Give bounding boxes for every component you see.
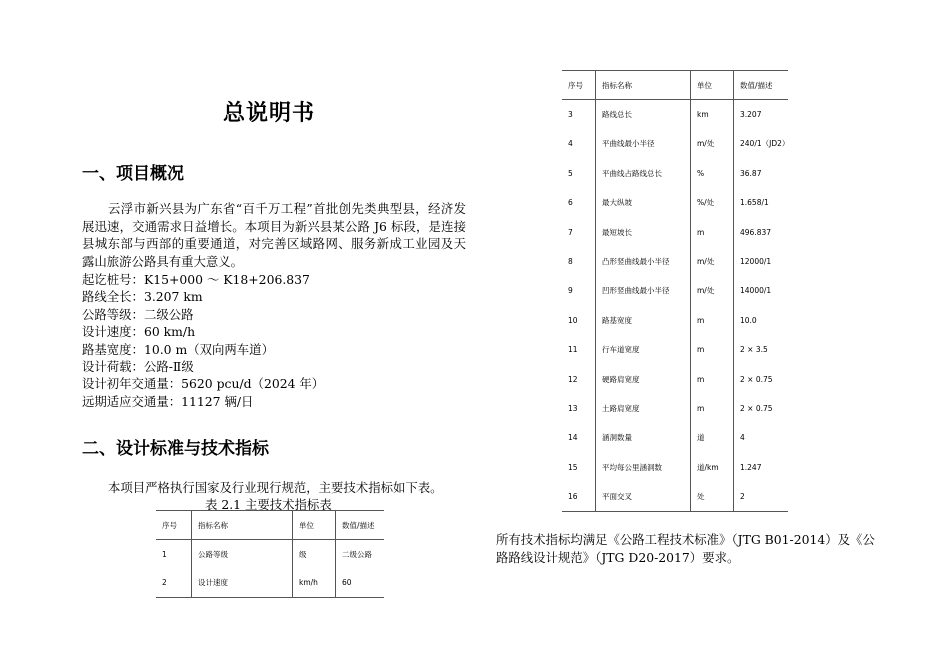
cell-value: 12000/1 (740, 257, 772, 267)
table-row (562, 364, 788, 393)
cell-indicator: 最大纵坡 (596, 188, 691, 217)
cell-indicator: 设计速度 (192, 569, 293, 598)
table-row (156, 540, 384, 569)
table-row (156, 569, 384, 598)
cell-index: 16 (562, 482, 596, 511)
cell-indicator: 行车道宽度 (596, 335, 691, 364)
cell-index: 15 (562, 453, 596, 482)
cell-index: 2 (156, 569, 192, 598)
cell-value: 2 × 0.75 (740, 403, 773, 413)
header-index: 序号 (562, 71, 596, 100)
cell-value: 3.207 (740, 110, 762, 120)
header-index: 序号 (156, 511, 192, 540)
cell-unit: 处 (691, 482, 734, 511)
cell-value: 2 (740, 491, 745, 501)
header-value: 数值/描述 (734, 71, 789, 100)
standards-paragraph: 本项目严格执行国家及行业现行规范，主要技术指标如下表。 (108, 480, 443, 495)
cell-unit: m/处 (691, 276, 734, 305)
table-row (562, 482, 788, 511)
fact-stations: 起讫桩号：K15+000 ～ K18+206.837 (82, 272, 310, 287)
cell-index: 7 (562, 217, 596, 246)
section-heading-standards: 二、设计标准与技术指标 (82, 439, 269, 459)
table-caption: 表 2.1 主要技术指标表 (205, 497, 332, 512)
cell-index: 10 (562, 306, 596, 335)
cell-indicator: 硬路肩宽度 (596, 364, 691, 393)
fact-subgrade-width: 路基宽度：10.0 m（双向两车道） (82, 341, 274, 357)
cell-value: 60 (342, 578, 352, 588)
cell-indicator: 平均每公里涵洞数 (596, 453, 691, 482)
fact-road-grade: 公路等级：二级公路 (82, 306, 194, 322)
cell-value: 4 (740, 433, 745, 443)
project-facts-list (82, 271, 324, 410)
cell-indicator: 平曲线占路线总长 (596, 159, 691, 188)
cell-indicator: 平曲线最小半径 (596, 129, 691, 158)
cell-value: 1.247 (740, 462, 762, 472)
fact-design-load: 设计荷载：公路-Ⅱ级 (82, 359, 194, 375)
header-unit: 单位 (293, 511, 336, 540)
table-row (562, 394, 788, 423)
section-heading-overview: 一、项目概况 (82, 164, 184, 184)
compliance-note: 所有技术指标均满足《公路工程技术标准》（JTG B01-2014）及《公路路线设计规范》（JTG D20-2017）要求。 (496, 532, 875, 565)
cell-value: 240/1（JD2） (740, 139, 790, 149)
cell-indicator: 土路肩宽度 (596, 394, 691, 423)
table-row (562, 247, 788, 276)
cell-index: 6 (562, 188, 596, 217)
cell-indicator: 最短坡长 (596, 217, 691, 246)
cell-unit: m/处 (691, 247, 734, 276)
cell-unit: %/处 (691, 188, 734, 217)
cell-unit: 级 (293, 540, 336, 569)
cell-value: 二级公路 (342, 549, 372, 559)
fact-route-length: 路线全长：3.207 km (82, 289, 203, 305)
cell-indicator: 平面交叉 (596, 482, 691, 511)
cell-unit: m (691, 394, 734, 423)
cell-index: 12 (562, 364, 596, 393)
table-row (562, 217, 788, 246)
cell-index: 14 (562, 423, 596, 452)
document-title: 总说明书 (223, 101, 316, 126)
cell-unit: 道/km (691, 453, 734, 482)
cell-value: 2 × 3.5 (740, 345, 768, 355)
cell-value: 10.0 (740, 315, 757, 325)
table-row (562, 159, 788, 188)
header-indicator: 指标名称 (192, 511, 293, 540)
cell-indicator: 公路等级 (192, 540, 293, 569)
cell-indicator: 涵洞数量 (596, 423, 691, 452)
table-header-row (562, 71, 788, 100)
cell-index: 4 (562, 129, 596, 158)
table-row (562, 129, 788, 158)
cell-indicator: 凹形竖曲线最小半径 (596, 276, 691, 305)
cell-unit: m/处 (691, 129, 734, 158)
cell-indicator: 路基宽度 (596, 306, 691, 335)
fact-future-traffic: 远期适应交通量：11127 辆/日 (82, 393, 254, 409)
cell-indicator: 凸形竖曲线最小半径 (596, 247, 691, 276)
fact-design-speed: 设计速度：60 km/h (82, 324, 196, 340)
table-header-row (156, 511, 384, 540)
cell-unit: m (691, 364, 734, 393)
table-row (562, 306, 788, 335)
cell-unit: m (691, 335, 734, 364)
table-row (562, 188, 788, 217)
cell-unit: m (691, 306, 734, 335)
cell-unit: km/h (293, 569, 336, 598)
cell-value: 2 × 0.75 (740, 374, 773, 384)
cell-index: 11 (562, 335, 596, 364)
fact-initial-traffic: 设计初年交通量：5620 pcu/d（2024 年） (82, 376, 325, 392)
cell-index: 5 (562, 159, 596, 188)
cell-unit: m (691, 217, 734, 246)
cell-value: 496.837 (740, 227, 772, 237)
cell-indicator: 路线总长 (596, 100, 691, 129)
table-row (562, 335, 788, 364)
header-value: 数值/描述 (336, 511, 385, 540)
table-row (562, 276, 788, 305)
cell-index: 3 (562, 100, 596, 129)
cell-index: 9 (562, 276, 596, 305)
cell-value: 14000/1 (740, 286, 772, 296)
table-row (562, 100, 788, 129)
table-row (562, 453, 788, 482)
table-row (562, 423, 788, 452)
intro-paragraph: 云浮市新兴县为广东省“百千万工程”首批创先类典型县，经济发展迅速，交通需求日益增长。本项目为新兴县某公路 J6 标段，是连接县城东部与西部的重要通道，对完善区域路网、服务新成工业园及天露山旅游公路具有重大意义。 (82, 201, 466, 269)
cell-value: 1.658/1 (740, 198, 769, 208)
cell-index: 1 (156, 540, 192, 569)
tech-indicator-table-part2 (562, 70, 788, 512)
cell-value: 36.87 (740, 168, 762, 178)
cell-index: 13 (562, 394, 596, 423)
header-indicator: 指标名称 (596, 71, 691, 100)
header-unit: 单位 (691, 71, 734, 100)
cell-unit: % (691, 159, 734, 188)
cell-index: 8 (562, 247, 596, 276)
cell-unit: km (691, 100, 734, 129)
cell-unit: 道 (691, 423, 734, 452)
tech-indicator-table-part1 (156, 510, 384, 598)
